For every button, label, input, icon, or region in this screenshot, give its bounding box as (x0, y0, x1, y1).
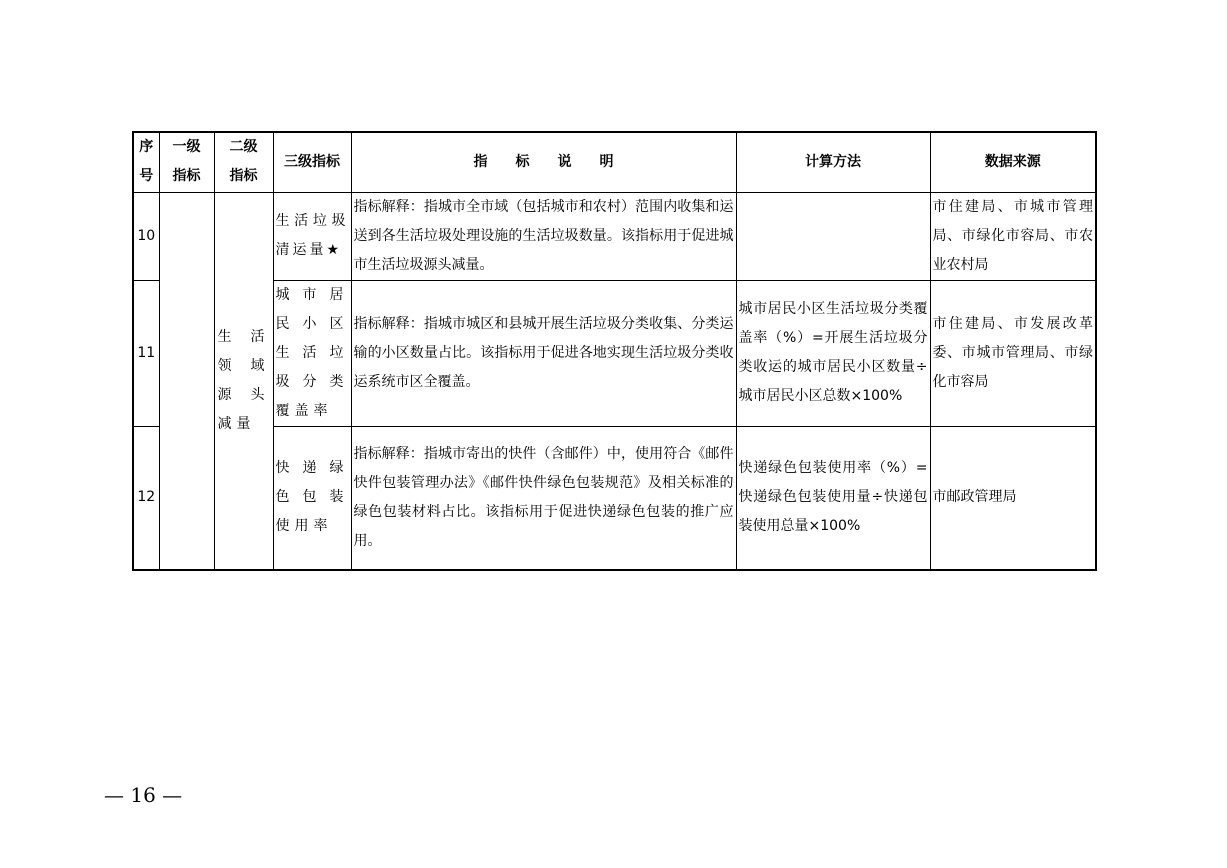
table-row (133, 426, 1096, 570)
row-method: 快递绿色包装使用率（%）=快递绿色包装使用量÷快递包装使用总量×100% (736, 426, 930, 570)
row-source: 市住建局、市发展改革委、市城市管理局、市绿化市容局 (930, 280, 1096, 426)
row-source: 市邮政管理局 (930, 426, 1096, 570)
header-method: 计算方法 (736, 132, 930, 192)
row-method (736, 192, 930, 280)
row-level3: 快递绿色包装使用率 (273, 426, 351, 570)
row-method: 城市居民小区生活垃圾分类覆盖率（%）=开展生活垃圾分类收运的城市居民小区数量÷城市居民小区总数×100% (736, 280, 930, 426)
row-seq: 10 (133, 192, 159, 280)
indicator-table (132, 131, 1097, 571)
row-level3: 生活垃圾清运量★ (273, 192, 351, 280)
row-description: 指标解释：指城市城区和县城开展生活垃圾分类收集、分类运输的小区数量占比。该指标用于促进各地实现生活垃圾分类收运系统市区全覆盖。 (351, 280, 736, 426)
header-level3: 三级指标 (273, 132, 351, 192)
header-source: 数据来源 (930, 132, 1096, 192)
header-level1: 一级 指标 (159, 132, 214, 192)
page-number: — 16 — (104, 783, 183, 807)
header-row (133, 132, 1096, 192)
row-seq: 12 (133, 426, 159, 570)
header-level2: 二级 指标 (214, 132, 273, 192)
row-seq: 11 (133, 280, 159, 426)
table-row (133, 192, 1096, 280)
level2-group-cell: 生活领域源头减量 (214, 192, 273, 570)
header-seq: 序 号 (133, 132, 159, 192)
level1-cell (159, 192, 214, 570)
row-source: 市住建局、市城市管理局、市绿化市容局、市农业农村局 (930, 192, 1096, 280)
row-level3: 城市居民小区生活垃圾分类覆盖率 (273, 280, 351, 426)
row-description: 指标解释：指城市全市域（包括城市和农村）范围内收集和运送到各生活垃圾处理设施的生活垃圾数量。该指标用于促进城市生活垃圾源头减量。 (351, 192, 736, 280)
table-row (133, 280, 1096, 426)
row-description: 指标解释：指城市寄出的快件（含邮件）中，使用符合《邮件快件包装管理办法》《邮件快件绿色包装规范》及相关标准的绿色包装材料占比。该指标用于促进快递绿色包装的推广应用。 (351, 426, 736, 570)
header-description: 指 标 说 明 (351, 132, 736, 192)
